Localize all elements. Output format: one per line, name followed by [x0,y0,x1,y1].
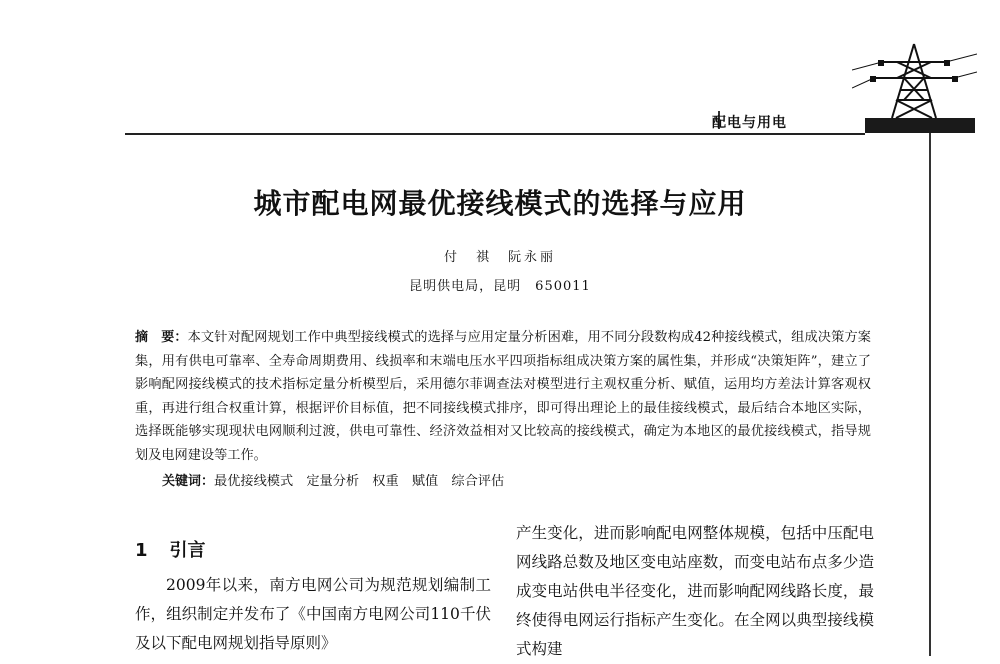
keywords-label: 关键词： [162,474,215,489]
abstract-text: 本文针对配网规划工作中典型接线模式的选择与应用定量分析困难，用不同分段数构成42种接线模式，组成决策方案集，用有供电可靠率、全寿命周期费用、线损率和末端电压水平四项指标组成决策方案的属性集，并形成“决策矩阵”，建立了影响配网接线模式的技术指标定量分析模型后，采用德尔菲调查法对模型进行主观权重分析、赋值，运用均方差法计算客观权重，再进行组合权重计算，根据评价目标值，把不同接线模式排序，即可得出理论上的最佳接线模式，最后结合本地区实际，选择既能够实现现状电网顺利过渡，供电可靠性、经济效益相对又比较高的接线模式，确定为本地区的最优接线模式，指导规划及电网建设等工作。 [135,330,871,463]
paper-affiliation: 昆明供电局，昆明 650011 [409,279,591,294]
power-tower-icon [852,40,977,120]
section-number: 1 [135,540,148,561]
abstract [135,326,871,467]
section-tab-label: 配电与用电 [712,115,787,131]
section-heading [135,536,206,562]
body-column-right: 产生变化，进而影响配电网整体规模，包括中压配电网线路总数及地区变电站座数，而变电站布点多少造成变电站供电半径变化，进而影响配网线路长度，最终使得电网运行指标产生变化。在全网以典型接线模式构建 [516,524,874,658]
paper-title: 城市配电网最优接线模式的选择与应用 [253,187,747,220]
section-title: 引言 [169,540,206,561]
header-rule [125,133,865,135]
keywords-text: 最优接线模式 定量分析 权重 赋值 综合评估 [214,474,505,489]
paper-authors: 付 祺 阮永丽 [443,250,556,265]
body-column-left: 2009年以来，南方电网公司为规范规划编制工作，组织制定并发布了《中国南方电网公司110千伏及以下配电网规划指导原则》 [135,576,491,652]
abstract-label: 摘 要： [135,330,188,345]
header-rule-bar [865,118,975,133]
keywords [162,470,504,489]
